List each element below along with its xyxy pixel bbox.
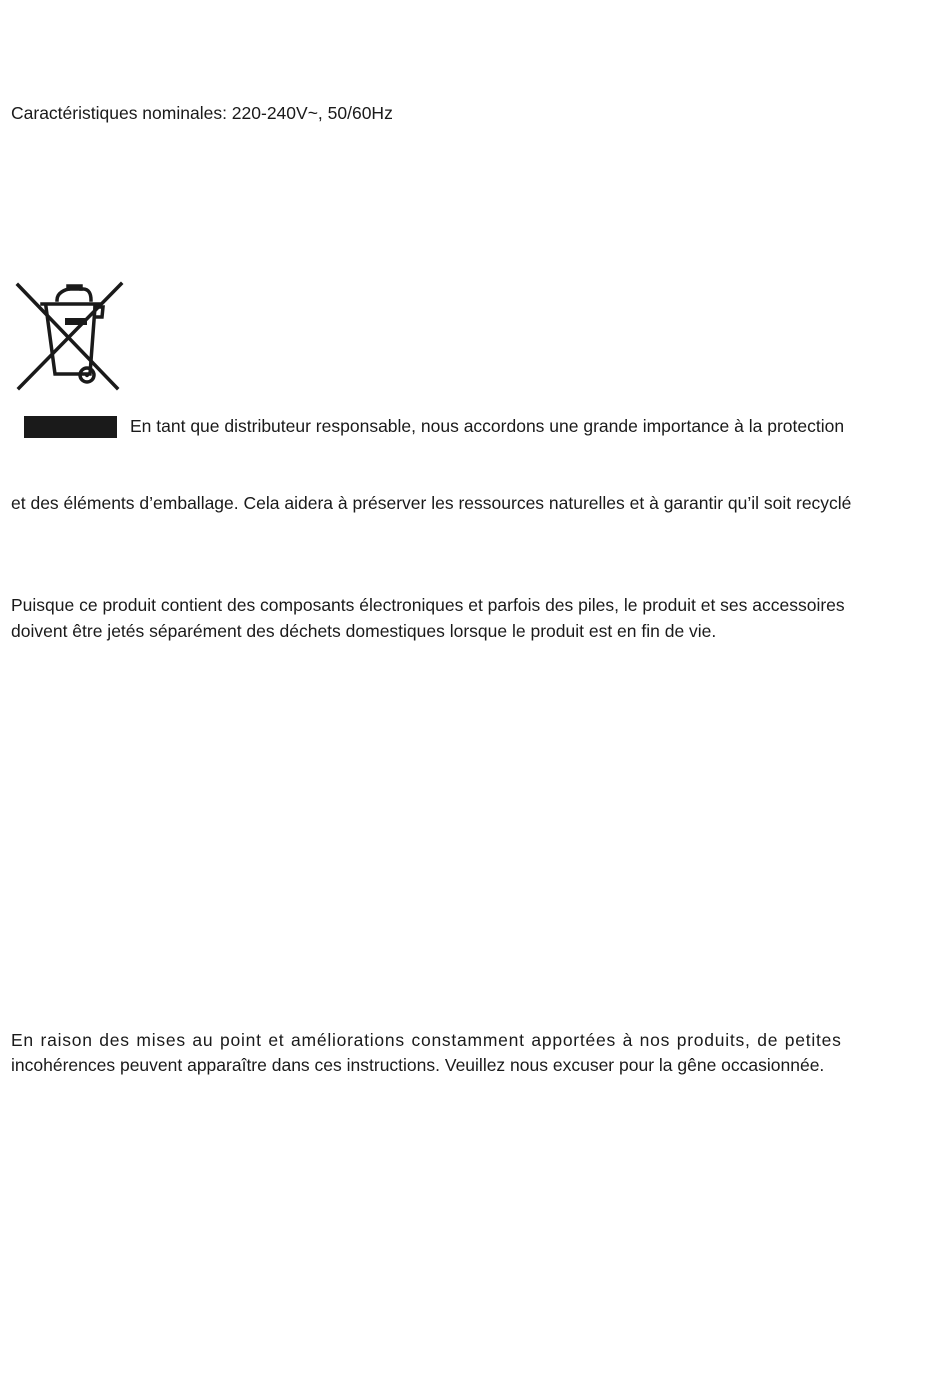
crossed-out-wheelie-bin-icon <box>13 280 125 394</box>
notice-paragraph-line: En raison des mises au point et améliorations constamment apportées à nos produits, de petites <box>11 1030 842 1050</box>
weee-recycle-text: et des éléments d’emballage. Cela aidera à préserver les ressources naturelles et à garantir qu’il soit recyclé <box>11 493 852 513</box>
rating-text: Caractéristiques nominales: 220-240V~, 50/60Hz <box>11 103 393 123</box>
disposal-paragraph-line: Puisque ce produit contient des composants électroniques et parfois des piles, le produit et ses accessoires <box>11 595 845 615</box>
notice-paragraph-line: incohérences peuvent apparaître dans ces instructions. Veuillez nous excuser pour la gêne occasionnée. <box>11 1055 825 1075</box>
weee-underline-bar <box>24 416 117 438</box>
disposal-paragraph-line: doivent être jetés séparément des déchets domestiques lorsque le produit est en fin de vie. <box>11 621 717 641</box>
weee-intro-text: En tant que distributeur responsable, nous accordons une grande importance à la protection <box>130 416 845 436</box>
